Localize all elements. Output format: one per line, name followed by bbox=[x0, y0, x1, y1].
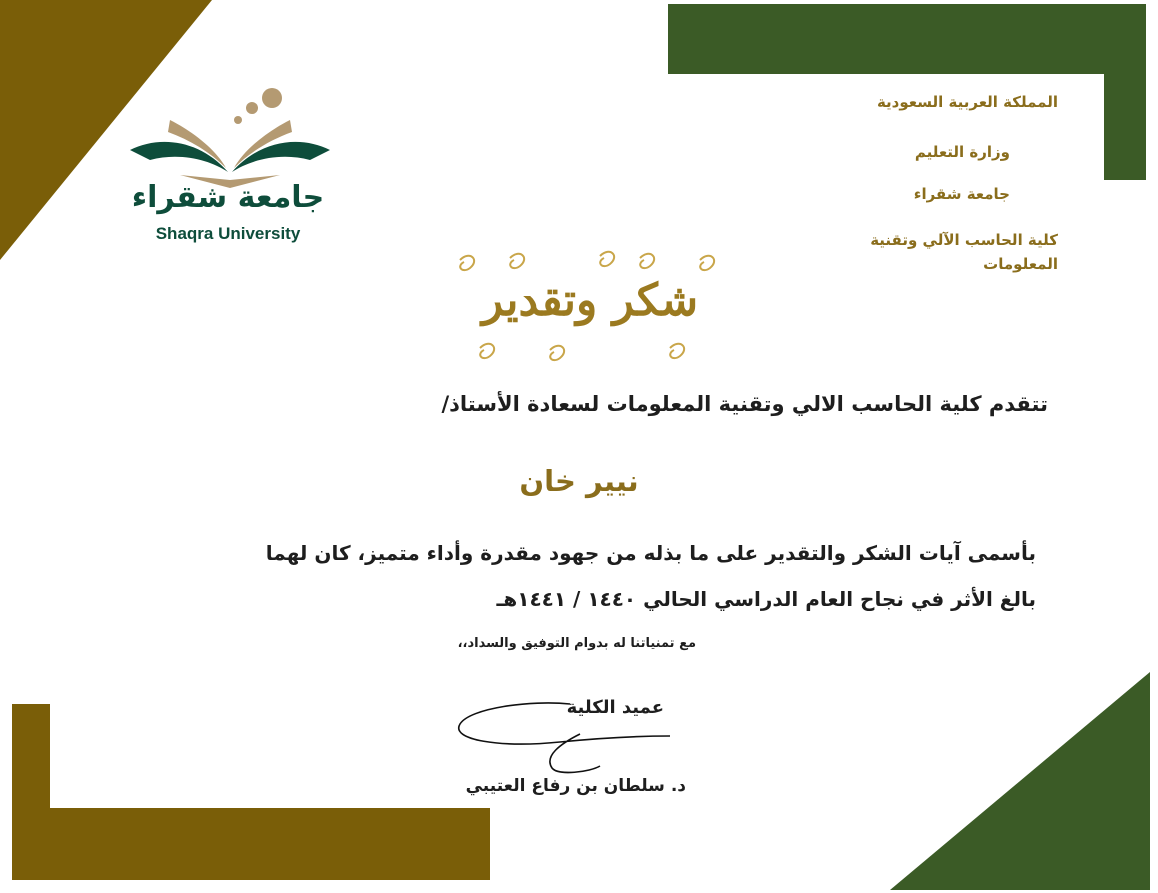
logo-book-right-page bbox=[232, 142, 330, 172]
body-line-1: بأسمى آيات الشكر والتقدير على ما بذله من جهود مقدرة وأداء متميز، كان لهما bbox=[265, 541, 1036, 565]
ornament-swirl-8 bbox=[600, 252, 614, 266]
signature-stroke bbox=[459, 703, 670, 772]
bottom-right-green-triangle bbox=[890, 672, 1150, 890]
ornament-swirl-4 bbox=[700, 256, 714, 270]
certificate-title: شكر وتقدير bbox=[481, 275, 699, 326]
ornament-swirl-2 bbox=[510, 254, 524, 268]
logo-arabic-name: جامعة شقراء bbox=[131, 180, 325, 215]
bottom-left-gold-frame bbox=[12, 704, 490, 880]
ornament-swirl-6 bbox=[550, 346, 564, 360]
dean-title: عميد الكلية bbox=[566, 697, 664, 718]
ornament-swirl-5 bbox=[480, 344, 494, 358]
university-label: جامعة شقراء bbox=[913, 185, 1010, 203]
recipient-name: نيير خان bbox=[519, 464, 639, 498]
presents-line: تتقدم كلية الحاسب الالي وتقنية المعلومات لسعادة الأستاذ/ bbox=[441, 392, 1048, 416]
logo-book-left-page bbox=[130, 142, 228, 172]
kingdom-label: المملكة العربية السعودية bbox=[876, 93, 1058, 111]
ministry-label: وزارة التعليم bbox=[914, 143, 1010, 161]
logo-dot-medium bbox=[246, 102, 258, 114]
dean-name: د. سلطان بن رفاع العتيبي bbox=[465, 776, 686, 796]
body-text bbox=[46, 530, 1036, 622]
logo-dot-large bbox=[262, 88, 282, 108]
ornament-swirl-3 bbox=[640, 254, 654, 268]
wishes-line: مع تمنياتنا له بدوام التوفيق والسداد،، bbox=[457, 636, 696, 651]
ornament-swirl-7 bbox=[670, 344, 684, 358]
body-line-2: بالغ الأثر في نجاح العام الدراسي الحالي ١٤٤٠ / ١٤٤١هـ bbox=[496, 587, 1036, 611]
logo-dot-small bbox=[234, 116, 242, 124]
dean-signature bbox=[440, 690, 680, 780]
logo-english-name: Shaqra University bbox=[155, 224, 301, 243]
college-label: كلية الحاسب الآلي وتقنية المعلومات bbox=[870, 231, 1058, 273]
ornament-swirl-1 bbox=[460, 256, 474, 270]
